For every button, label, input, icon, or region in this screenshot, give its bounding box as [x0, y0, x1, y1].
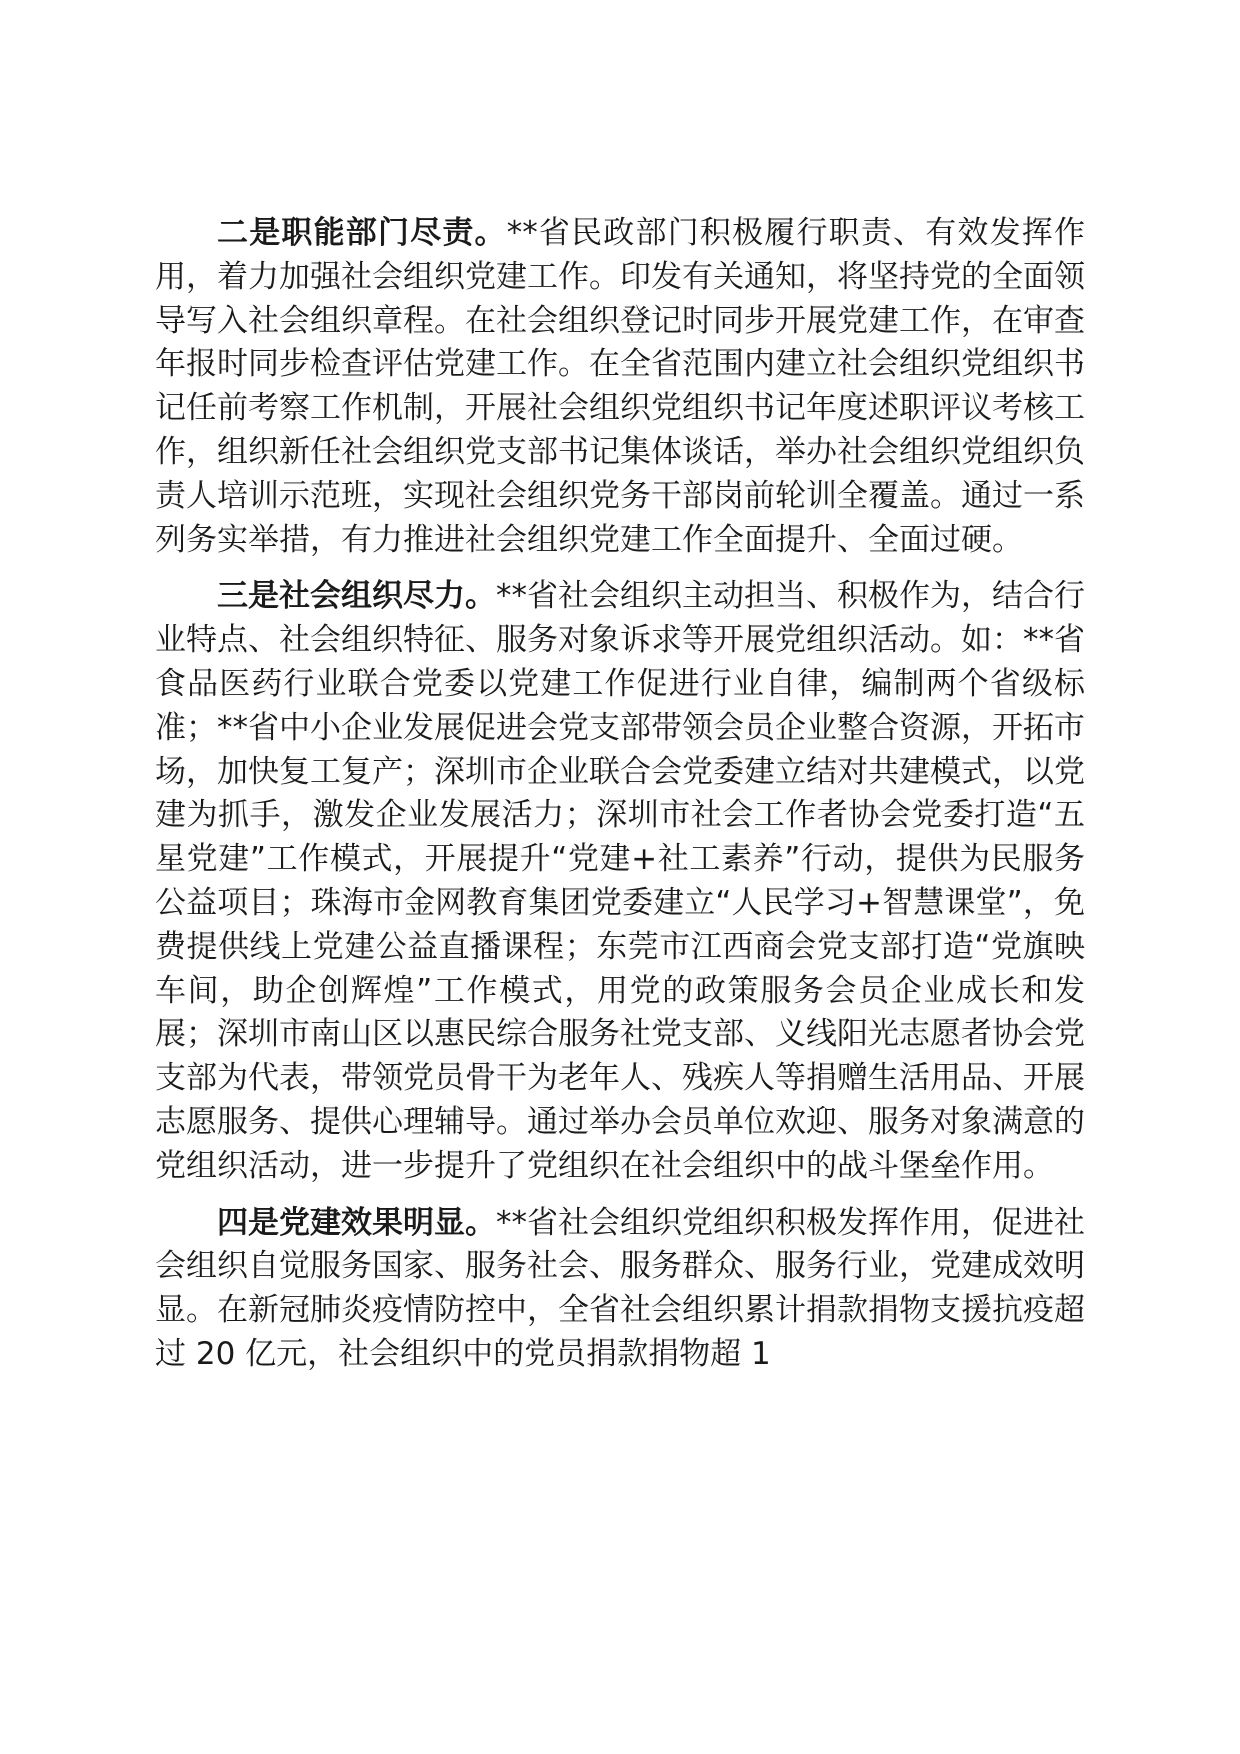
paragraph-body: **省社会组织主动担当、积极作为，结合行业特点、社会组织特征、服务对象诉求等开展党组织活动。如：**省食品医药行业联合党委以党建工作促进行业自律，编制两个省级标准；**省中小企业发展促进会党支部带领会员企业整合资源，开拓市场，加快复工复产；深圳市企业联合会党委建立结对共建模式，以党建为抓手，激发企业发展活力；深圳市社会工作者协会党委打造“五星党建”工作模式，开展提升“党建+社工素养”行动，提供为民服务公益项目；珠海市金网教育集团党委建立“人民学习+智慧课堂”，免费提供线上党建公益直播课程；东莞市江西商会党支部打造“党旗映车间，助企创辉煌”工作模式，用党的政策服务会员企业成长和发展；深圳市南山区以惠民综合服务社党支部、义线阳光志愿者协会党支部为代表，带领党员骨干为老年人、残疾人等捐赠生活用品、开展志愿服务、提供心理辅导。通过举办会员单位欢迎、服务对象满意的党组织活动，进一步提升了党组织在社会组织中的战斗堡垒作用。	[155, 578, 1085, 1184]
paragraph-functional-departments	[155, 212, 1085, 562]
paragraph-social-organizations	[155, 575, 1085, 1188]
paragraph-body: **省社会组织党组织积极发挥作用，促进社会组织自觉服务国家、服务社会、服务群众、服务行业，党建成效明显。在新冠肺炎疫情防控中，全省社会组织累计捐款捐物支援抗疫超过 20 亿元，社会组织中的党员捐款捐物超 1	[155, 1204, 1085, 1372]
paragraph-party-building-results	[155, 1202, 1085, 1377]
paragraph-lead: 四是党建效果明显。	[217, 1204, 496, 1241]
paragraph-lead: 三是社会组织尽力。	[217, 578, 496, 615]
paragraph-lead: 二是职能部门尽责。	[217, 215, 507, 251]
paragraph-body: **省民政部门积极履行职责、有效发挥作用，着力加强社会组织党建工作。印发有关通知，将坚持党的全面领导写入社会组织章程。在社会组织登记时同步开展党建工作，在审查年报时同步检查评估党建工作。在全省范围内建立社会组织党组织书记任前考察工作机制，开展社会组织党组织书记年度述职评议考核工作，组织新任社会组织党支部书记集体谈话，举办社会组织党组织负责人培训示范班，实现社会组织党务干部岗前轮训全覆盖。通过一系列务实举措，有力推进社会组织党建工作全面提升、全面过硬。	[155, 215, 1086, 558]
document-page	[155, 212, 1085, 1390]
